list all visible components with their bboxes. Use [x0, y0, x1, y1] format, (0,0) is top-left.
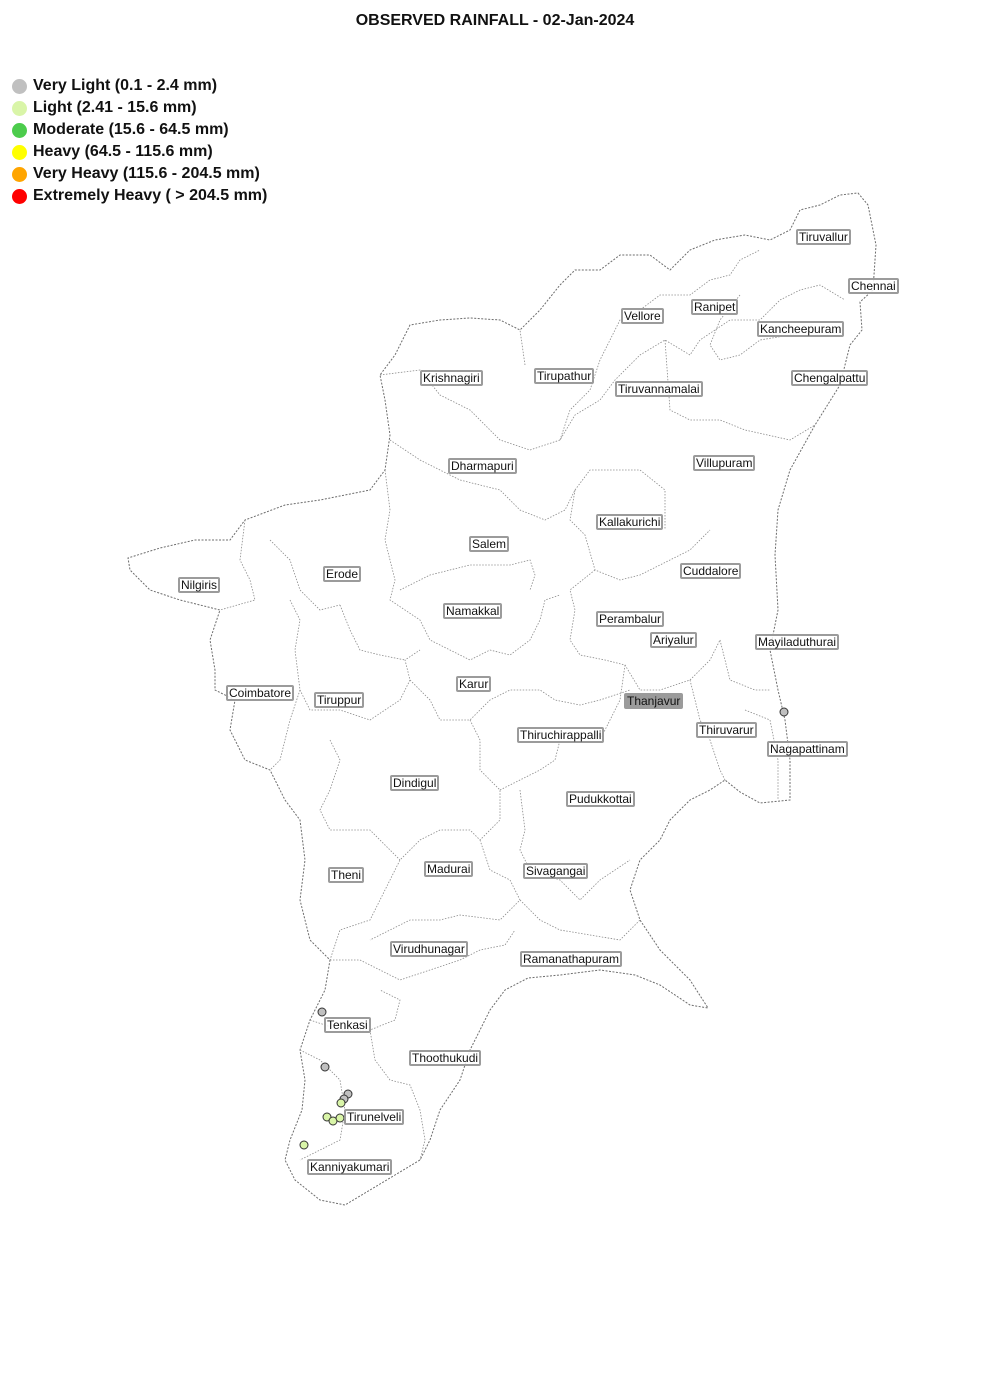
district-label: Tirupathur [534, 368, 594, 384]
rainfall-station-marker [300, 1141, 308, 1149]
legend-label: Very Heavy (115.6 - 204.5 mm) [33, 165, 260, 182]
district-label: Nagapattinam [767, 741, 848, 757]
district-label: Dindigul [390, 775, 439, 791]
district-label: Erode [323, 566, 361, 582]
district-label: Krishnagiri [420, 370, 483, 386]
district-label: Theni [328, 867, 364, 883]
rainfall-station-marker [337, 1099, 345, 1107]
district-label: Madurai [424, 861, 473, 877]
map-title: OBSERVED RAINFALL - 02-Jan-2024 [355, 12, 635, 29]
legend-label: Light (2.41 - 15.6 mm) [33, 99, 197, 116]
district-label: Tiruvannamalai [615, 381, 703, 397]
district-label: Kanniyakumari [307, 1159, 392, 1175]
district-label: Salem [469, 536, 509, 552]
district-label: Thiruchirappalli [517, 727, 604, 743]
district-label: Tiruvallur [796, 229, 851, 245]
district-label: Ariyalur [650, 632, 697, 648]
rainfall-station-marker [780, 708, 788, 716]
rainfall-station-marker [336, 1114, 344, 1122]
district-label: Ramanathapuram [520, 951, 622, 967]
district-label: Chennai [848, 278, 899, 294]
district-label: Tirunelveli [344, 1109, 404, 1125]
district-label: Nilgiris [178, 577, 220, 593]
district-label: Coimbatore [226, 685, 294, 701]
rainfall-stations [300, 708, 788, 1149]
legend-label: Heavy (64.5 - 115.6 mm) [33, 143, 213, 160]
district-label: Ranipet [691, 299, 738, 315]
legend-label: Extremely Heavy ( > 204.5 mm) [33, 187, 268, 204]
district-label: Cuddalore [680, 563, 741, 579]
district-label: Dharmapuri [448, 458, 517, 474]
district-label: Pudukkottai [566, 791, 635, 807]
rainfall-station-marker [318, 1008, 326, 1016]
district-label: Villupuram [693, 455, 755, 471]
district-label: Perambalur [596, 611, 664, 627]
district-label: Namakkal [443, 603, 502, 619]
district-label: Chengalpattu [791, 370, 868, 386]
district-label: Kancheepuram [757, 321, 844, 337]
district-label: Sivagangai [523, 863, 588, 879]
district-label: Virudhunagar [390, 941, 468, 957]
district-label: Thoothukudi [409, 1050, 481, 1066]
district-label: Mayiladuthurai [755, 634, 839, 650]
legend-label: Moderate (15.6 - 64.5 mm) [33, 121, 229, 138]
district-label: Tiruppur [314, 692, 364, 708]
district-label: Karur [456, 676, 491, 692]
rainfall-station-marker [321, 1063, 329, 1071]
legend-label: Very Light (0.1 - 2.4 mm) [33, 77, 218, 94]
district-label-highlighted: Thanjavur [624, 693, 683, 709]
district-label: Thiruvarur [696, 722, 757, 738]
district-label: Kallakurichi [596, 514, 663, 530]
district-label: Vellore [621, 308, 664, 324]
district-label: Tenkasi [324, 1017, 371, 1033]
